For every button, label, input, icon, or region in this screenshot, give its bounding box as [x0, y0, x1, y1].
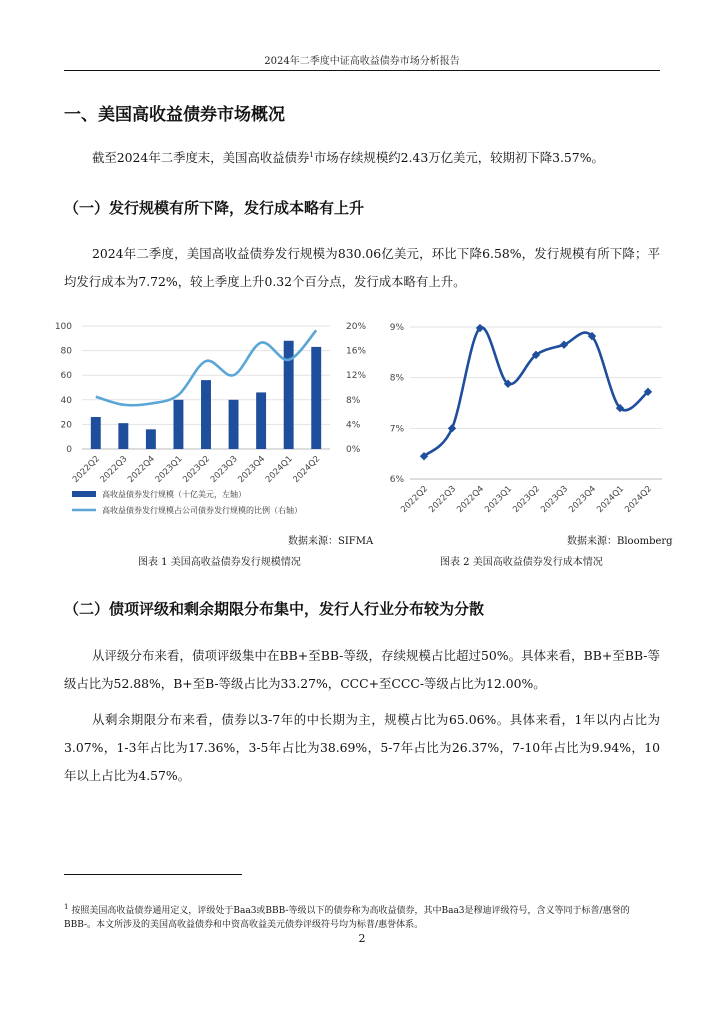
y-tick: 6% [389, 475, 404, 485]
y-tick-right: 8% [346, 395, 361, 406]
y-tick-left: 80 [60, 346, 72, 357]
footnote-mark: 1 [64, 903, 69, 911]
rating-distribution-paragraph: 从评级分布来看，债项评级集中在BB+至BB-等级，存续规模占比超过50%。具体来看，BB+至BB-等级占比为52.88%，B+至B-等级占比为33.27%，CCC+至CCC-等级占比为12.00%。 [64, 648, 660, 691]
subsection-1-paragraph: 2024年二季度，美国高收益债券发行规模为830.06亿美元，环比下降6.58%，发行规模有所下降；平均发行成本为7.72%，较上季度上升0.32个百分点，发行成本略有上升。 [64, 246, 660, 289]
footnote-rule [64, 874, 242, 875]
y-tick-right: 20% [346, 322, 367, 332]
chart-1-caption: 图表 1 美国高收益债券发行规模情况 [138, 557, 301, 568]
bar [311, 347, 321, 449]
footnote-text: 按照美国高收益债券通用定义，评级处于Baa3或BBB-等级以下的债券称为高收益债券，其中Baa3是穆迪评级符号，含义等同于标普/惠誉的BBB-。本文所涉及的美国高收益债券和中资高收益美元债券评级符号均为标普/惠誉体系。 [64, 906, 630, 930]
x-tick: 2022Q3 [427, 484, 459, 515]
intro-text-b: 市场存续规模约2.43万亿美元，较期初下降3.57%。 [313, 150, 604, 165]
y-tick-right: 12% [346, 371, 367, 382]
bar [146, 429, 156, 449]
x-tick: 2023Q1 [153, 454, 185, 485]
header-rule [64, 70, 660, 71]
y-tick: 8% [389, 373, 404, 384]
x-tick: 2023Q3 [539, 484, 571, 515]
y-tick: 9% [389, 323, 404, 333]
x-tick: 2022Q4 [455, 484, 487, 515]
data-point [448, 424, 456, 432]
x-tick: 2022Q3 [98, 454, 130, 485]
x-tick: 2023Q3 [208, 454, 240, 485]
legend-swatch-bar [72, 491, 96, 497]
subsection-title-1: （一）发行规模有所下降，发行成本略有上升 [64, 199, 365, 217]
x-tick: 2022Q2 [399, 484, 431, 515]
chart-1-source: 数据来源：SIFMA [288, 536, 374, 547]
bar [118, 423, 128, 449]
y-tick-right: 0% [346, 445, 361, 455]
y-tick-right: 16% [346, 346, 367, 357]
x-tick: 2023Q1 [483, 484, 515, 515]
x-tick: 2024Q1 [595, 484, 627, 515]
x-tick: 2023Q2 [181, 454, 213, 485]
x-tick: 2022Q4 [126, 454, 158, 485]
x-tick: 2023Q2 [511, 484, 543, 515]
page-number: 2 [358, 932, 366, 945]
y-tick-left: 40 [60, 395, 72, 406]
x-tick: 2024Q2 [623, 484, 655, 515]
y-tick-right: 4% [346, 420, 361, 431]
cost-line [424, 327, 648, 456]
footnote-ref[interactable]: 1 [309, 150, 314, 159]
maturity-distribution-paragraph: 从剩余期限分布来看，债券以3-7年的中长期为主，规模占比为65.06%。具体来看，1年以内占比为3.07%，1-3年占比为17.36%，3-5年占比为38.69%，5-7年占比为26.37%，7-10年占比为9.94%，10年以上占比为4.57%。 [64, 712, 660, 783]
x-tick: 2024Q2 [291, 454, 323, 485]
subsection-title-2: （二）债项评级和剩余期限分布集中，发行人行业分布较为分散 [64, 600, 485, 618]
bar [91, 417, 101, 449]
y-tick-left: 0 [66, 445, 72, 455]
intro-text-a: 截至2024年二季度末，美国高收益债券 [92, 150, 310, 165]
bar [229, 400, 239, 449]
y-tick-left: 20 [60, 420, 72, 431]
x-tick: 2022Q2 [70, 454, 102, 485]
chart-2-source: 数据来源：Bloomberg [567, 536, 673, 547]
chart-2-caption: 图表 2 美国高收益债券发行成本情况 [440, 557, 603, 568]
x-tick: 2023Q4 [236, 454, 268, 485]
x-tick: 2023Q4 [567, 484, 599, 515]
footnote [64, 904, 660, 932]
y-tick-left: 100 [54, 322, 72, 332]
issuance-scale-chart [50, 316, 370, 526]
x-tick: 2024Q1 [263, 454, 295, 485]
page-header: 2024年二季度中证高收益债券市场分析报告 [264, 56, 460, 67]
legend-label-bar: 高收益债券发行规模（十亿美元，左轴） [102, 490, 246, 499]
bar [256, 392, 266, 449]
y-tick-left: 60 [60, 371, 72, 382]
bar [173, 400, 183, 449]
y-tick: 7% [389, 424, 404, 435]
legend-label-line: 高收益债券发行规模占公司债券发行规模的比例（右轴） [102, 506, 302, 515]
issuance-cost-chart [384, 316, 674, 526]
bar [201, 380, 211, 449]
section-intro [64, 144, 660, 172]
section-title: 一、美国高收益债券市场概况 [64, 105, 285, 125]
